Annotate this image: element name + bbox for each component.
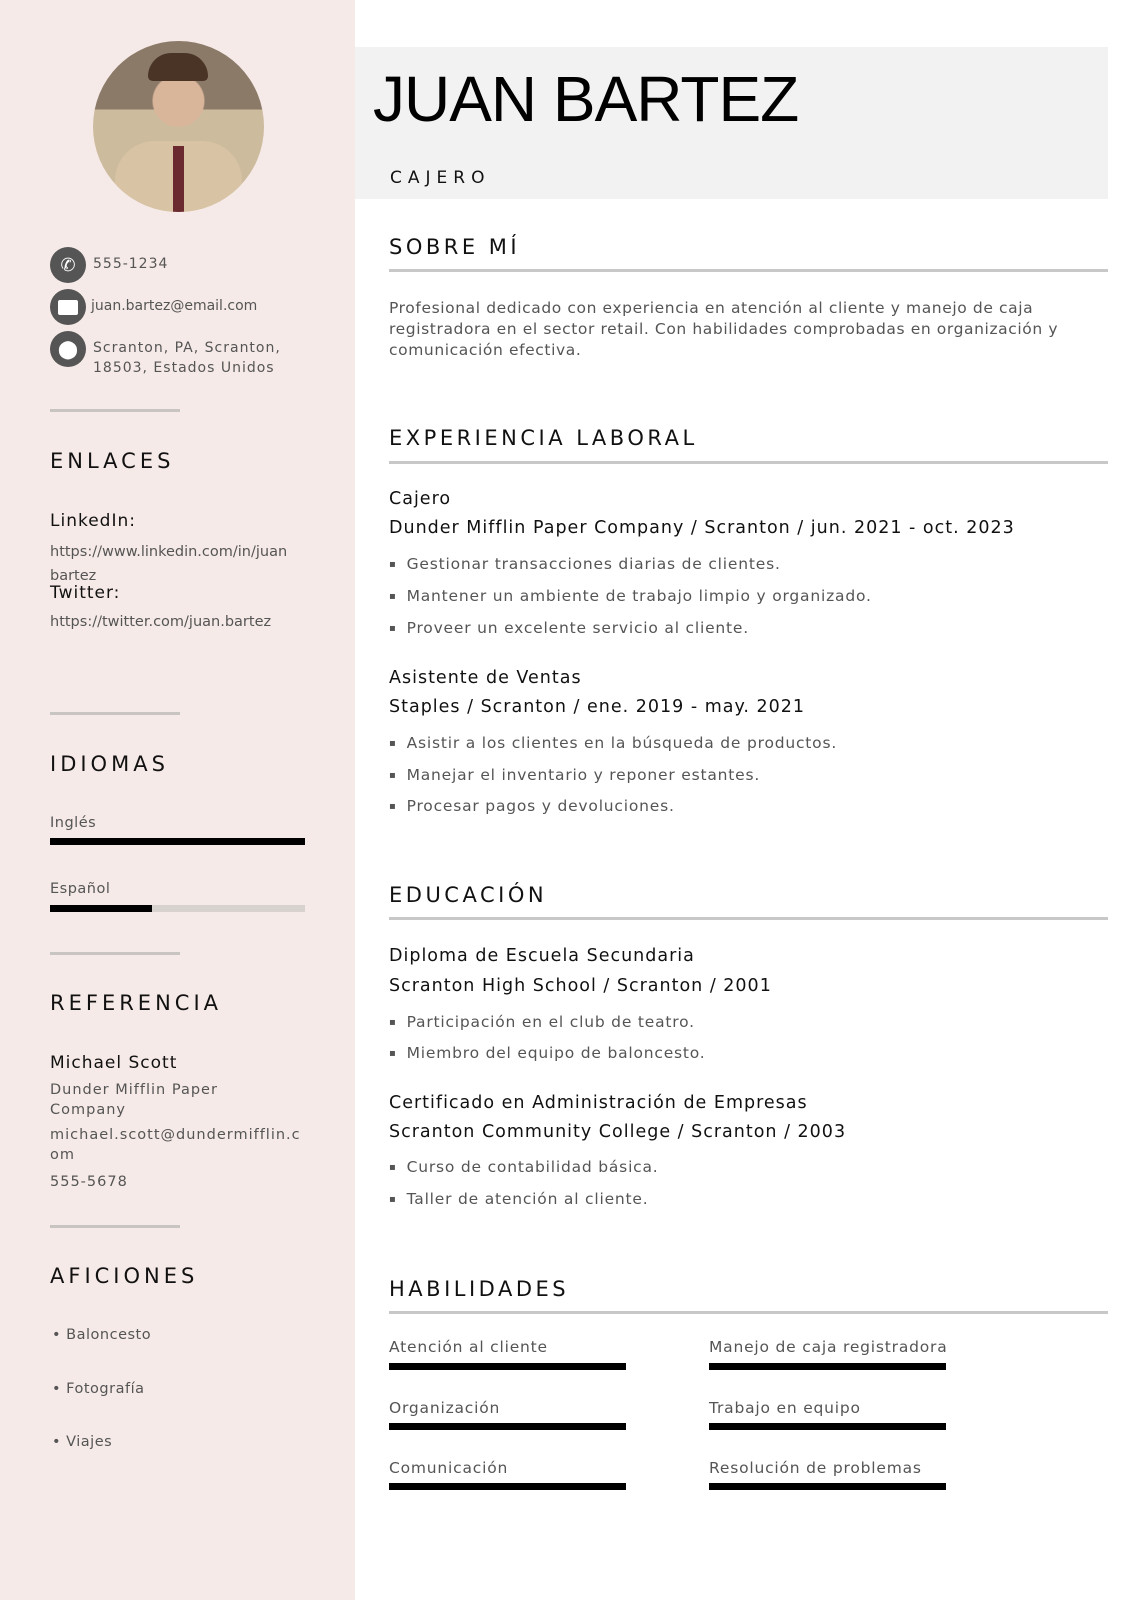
sidebar <box>0 0 355 1600</box>
divider <box>389 461 1108 464</box>
divider <box>50 952 180 955</box>
job-bullet: ▪ Mantener un ambiente de trabajo limpio y organizado. <box>389 587 872 605</box>
skills-title: HABILIDADES <box>389 1277 570 1301</box>
job-bullet: ▪ Proveer un excelente servicio al cliente. <box>389 619 749 637</box>
skill-name: Organización <box>389 1399 501 1417</box>
language-level-bar <box>50 905 305 912</box>
education-title-item: Diploma de Escuela Secundaria <box>389 946 695 966</box>
education-title-item: Certificado en Administración de Empresas <box>389 1093 808 1113</box>
education-detail: Scranton Community College / Scranton / 2003 <box>389 1122 847 1142</box>
hobby-item: • Fotografía <box>52 1381 145 1397</box>
skill-bar <box>709 1363 946 1370</box>
job-title: Asistente de Ventas <box>389 668 582 688</box>
skill-name: Resolución de problemas <box>709 1459 922 1477</box>
phone-icon: ✆ <box>50 247 86 283</box>
job-role: CAJERO <box>390 168 491 188</box>
reference-title: REFERENCIA <box>50 991 222 1015</box>
skill-bar <box>389 1423 626 1430</box>
reference-name: Michael Scott <box>50 1053 178 1073</box>
divider <box>389 269 1108 272</box>
job-bullet: ▪ Manejar el inventario y reponer estantes. <box>389 766 760 784</box>
education-detail: Scranton High School / Scranton / 2001 <box>389 976 772 996</box>
hobby-item: • Viajes <box>52 1434 113 1450</box>
twitter-link[interactable]: https://twitter.com/juan.bartez <box>50 614 272 630</box>
language-name: Inglés <box>50 815 97 831</box>
job-bullet: ▪ Procesar pagos y devoluciones. <box>389 797 675 815</box>
language-level-bar <box>50 838 305 845</box>
job-bullet: ▪ Gestionar transacciones diarias de clientes. <box>389 555 781 573</box>
education-title: EDUCACIÓN <box>389 883 548 907</box>
job-bullet: ▪ Asistir a los clientes en la búsqueda de productos. <box>389 734 837 752</box>
skill-bar <box>709 1483 946 1490</box>
languages-title: IDIOMAS <box>50 752 169 776</box>
skill-name: Manejo de caja registradora <box>709 1338 948 1356</box>
job-detail: Staples / Scranton / ene. 2019 - may. 2021 <box>389 697 806 717</box>
divider <box>50 1225 180 1228</box>
location-pin-icon: ⬤ <box>50 331 86 367</box>
divider <box>50 409 180 412</box>
profile-photo <box>93 41 264 212</box>
about-title: SOBRE MÍ <box>389 235 521 259</box>
education-bullet: ▪ Miembro del equipo de baloncesto. <box>389 1044 706 1062</box>
reference-phone: 555-5678 <box>50 1174 128 1190</box>
contact-address: Scranton, PA, Scranton, 18503, Estados Unidos <box>93 340 281 376</box>
about-text: Profesional dedicado con experiencia en atención al cliente y manejo de caja registradora en el sector retail. Con habilidades comprobadas en organización y comunicación efectiva. <box>389 299 1059 359</box>
skill-bar <box>389 1483 626 1490</box>
hobbies-title: AFICIONES <box>50 1264 199 1288</box>
language-name: Español <box>50 881 111 897</box>
divider <box>389 1311 1108 1314</box>
education-bullet: ▪ Curso de contabilidad básica. <box>389 1158 659 1176</box>
reference-company: Dunder Mifflin Paper Company <box>50 1082 218 1118</box>
divider <box>389 917 1108 920</box>
reference-email: michael.scott@dundermifflin.com <box>50 1127 301 1163</box>
divider <box>50 712 180 715</box>
contact-email: juan.bartez@email.com <box>91 298 258 314</box>
job-title: Cajero <box>389 489 452 509</box>
links-title: ENLACES <box>50 449 175 473</box>
linkedin-link[interactable]: https://www.linkedin.com/in/juan bartez <box>50 544 288 584</box>
linkedin-label: LinkedIn: <box>50 511 136 531</box>
education-bullet: ▪ Taller de atención al cliente. <box>389 1190 649 1208</box>
education-bullet: ▪ Participación en el club de teatro. <box>389 1013 695 1031</box>
experience-title: EXPERIENCIA LABORAL <box>389 426 698 450</box>
hobby-item: • Baloncesto <box>52 1327 152 1343</box>
skill-name: Trabajo en equipo <box>709 1399 861 1417</box>
page-title: JUAN BARTEZ <box>373 63 799 135</box>
skill-bar <box>389 1363 626 1370</box>
contact-phone: 555-1234 <box>93 256 169 272</box>
skill-bar <box>709 1423 946 1430</box>
twitter-label: Twitter: <box>50 583 121 603</box>
skill-name: Comunicación <box>389 1459 509 1477</box>
skill-name: Atención al cliente <box>389 1338 548 1356</box>
email-icon <box>50 289 86 325</box>
job-detail: Dunder Mifflin Paper Company / Scranton / jun. 2021 - oct. 2023 <box>389 518 1015 538</box>
